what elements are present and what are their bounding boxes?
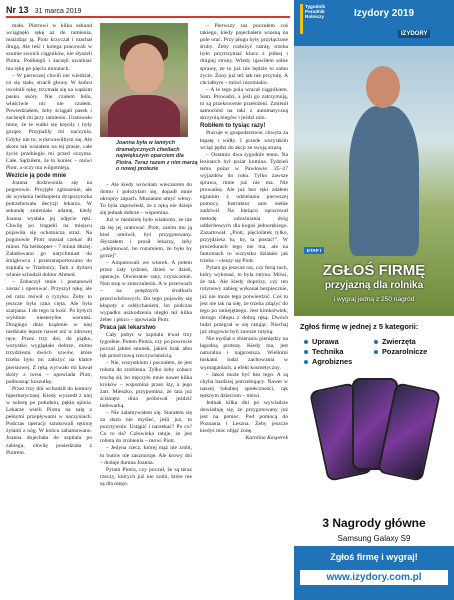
izydory-brand-badge: IZYDORY — [398, 30, 430, 38]
article-paragraph: – Ostatnio dwa tygodnie temu. Na łezioarch był pożar komina. Tydzień temu pożar w Pawłowie. 25–27 wyjazdów do roku. Tylko zawsze sprawa, mnie już nie ma. Nie prowadzę. Ale już bez ręki zdałem egzamin z udzielania pierwszej pomocy. Instruktor sam siebie zadziwił. Na bieżąco opracował metodę udrożniania dróg oddechowych dla kogoś jednorękiego. Zazartował: „Piotr, pięciolatek tylko, przyjdziesz tu, by, ta postać!”. W procedurach tego nie ma, ale na fantomach to wszystko działało jak trzeba – cieszy się Piotr. — [200, 151, 288, 265]
article-paragraph: – Nie zalamywałem się. Starałem się za dużo nie myśleć, jeśli już, to pozytywnie. Ustąpić i narzekać? Po co? Co to da? Człowieka ratuje, że jest robota do zrobienia – mówi Piotr. — [100, 410, 192, 445]
article-paragraph: Przez trzy dni wchodził do komory hiperbarycznej. Kiedy wyszedł z niej w sobotę po południu, pękła opinia. Lekarze wielli Piotra na salę z pełnymi przepływami w naczyniach. Podczas operacji sztukowali tętnicę żyłami z nóg. W końcu zahamowano. Joanna dojechała do szpitala po zabiegu, chwilę posiedziała z Piotrem. — [6, 385, 92, 456]
article-paragraph: – W pierwszej chwili nie wiedział, co się stało, stracił głowę. W końcu uwolnili rękę, trzymała się na wąskim pasku skóry. Nie czułem bólu, właściwie nic nie czułem. Powiedziałem, żeby ściągali pasek i zacisnęli mi przy ramieniu. Uratowało mnie, że te wałki się kręciły i były gorące. Przypalily mi naczynia. Gdyby nie to, wykrwawiłbym się. Ale skoro tak wisiałem na tej prasie, całe życie przebiegło mi przed oczyma. Całe. Sądziłem, że to koniec – mówi Piotr, a oczy ma wilgotnieją. — [6, 72, 92, 171]
article-subheading: Robiłem to tysiąc razy! — [200, 123, 266, 130]
izydory-advertisement[interactable] — [294, 0, 454, 600]
article-paragraph: – Zobaczył mnie i postanowił zostać i operować. Przyszył rękę, ale od razu mówił o ryzyku. Żeby to jeszcze była rana cięta. Ale była szarpana. I do tego ta kość. Po byłych wybitnie niesterylne warunki. Drugiego dnia krążenie w niej niedziało lepsze nawet niż w zdrowej ręce. Przez trzy dni, do piątku, wszystko wyglądało dobrze, mimo trzydziestu dwóch szwów, które trzeba było mi założyć na klatce piersiowej. Z ręką wyrwało mi kawał skóry z torsu – opowiada Piotr, podnosząc koszulkę. — [6, 279, 92, 385]
article-paragraph: Nie myślał o zbieraniu pieniędzy na łagodną protezę. Kiedy ma, jest naturalna i najprostsza. Wielkimi łuskami ludzi zachowania w wymaganiach, a efekt kosmetyczny. — [200, 336, 288, 371]
category-item — [374, 347, 444, 356]
article-paragraph: Jednak kilka dni po wywiadzie dowiaduję się, że przygotowany już jest na pomoc. Pod pomocą do Poznania i Leszna. Żeby jeszcze kiedyś móc objąć żonę. — [200, 399, 288, 435]
category-label: Uprawa — [312, 337, 339, 346]
prize-item: Samsung Galaxy S9 — [337, 534, 411, 543]
article-paragraph: Pytam Piotra, czy poczuł, że są teraz rzeczy, których już nie zrobi, które nie są dla niego. — [100, 466, 192, 487]
article-paragraph: Już w niedzielę było wiadomo, że nie da się jej uratować. Piotr, zanim mu ją ktoś omówił, był przygotowany. Słyszałem i prosił lekarzy, żeby „odejmować, bo rozumiem, że było by gorzej”. — [100, 217, 192, 259]
article-paragraph: Pracuje w gospodarstwie, chwyta za łopatę i widły. I przede wszystkim wciąż pędzi do akcji ze swoją strażą. — [200, 130, 288, 151]
portrait-photo — [100, 23, 188, 137]
categories-list — [304, 337, 449, 366]
ad-headline: ZGŁOŚ FIRMĘ — [322, 262, 426, 279]
bullet-icon — [374, 340, 378, 344]
bullet-icon — [374, 350, 378, 354]
article-paragraph: – Nie, wszystkiem i poczułem, że jest robota do zrobienia. Tylko żeby zobacz trochę sił, bo męczyło mnie nawet kilka kroków – wspomina przez łzy, a jego żart. Mieszko, przypomina, że tata już ściśnięto dnia próbował jeździć ładowarką. — [100, 360, 192, 409]
article-column-3 — [200, 23, 288, 598]
category-label: Pozarolnicze — [382, 347, 428, 356]
prize-phones-image — [308, 378, 440, 498]
call-to-action: Zgłoś firmę i wygraj! — [330, 552, 418, 562]
bullet-icon — [304, 360, 308, 364]
bullet-icon — [304, 340, 308, 344]
category-label: Technika — [312, 347, 344, 356]
header-divider — [6, 16, 290, 18]
ad-win-line: i wygraj jedną z 250 nagród — [333, 296, 415, 303]
issue-date: 31 marca 2019 — [34, 8, 82, 15]
ad-subheadline: przyjazną dla rolnika — [324, 280, 424, 291]
category-label: Agrobiznes — [312, 357, 353, 366]
article-paragraph: – Ale kiedy wróciłam wieczorem do domu i położyłam się, dopadł mnie okropny zapach. Musiałam umyć włosy. To była zapowiedź, że z ręką nie dzieje się jednak dobrze – wspomina. — [100, 182, 192, 217]
article-paragraph: – Amputowali we wtorek. A potem przez cały tydzień, dzień w dzień, operacje. Otwieranie rany, czyszczenie. Non stop w znieczuleniu. A w przerwach – na potężnych środkach przeciwbólowych. Do tego pojawiły się kłopoty z oddychaniem, bo podczas wypadku uszkodzenia uległo też kilka żeber i płuco – opowiada Piotr. — [100, 260, 192, 323]
article-paragraph: – Jedyna rzecz, której mąż nie zrobi, to butów nie zasznuruje. Ale krowy doi – dodaje dumna Joanna. — [100, 445, 192, 466]
category-label: Zwierzęta — [382, 337, 416, 346]
photo-body — [108, 95, 180, 137]
article-column-2 — [100, 182, 192, 598]
article-subheading: Praca jak lekarstwo — [100, 324, 156, 331]
author-signature: Karolina Kasperek — [245, 435, 288, 442]
categories-title: Zgłoś firmę w jednej z 5 kategorii: — [300, 322, 419, 331]
article-column-1 — [6, 23, 92, 598]
ad-title: Izydory 2019 — [354, 8, 415, 19]
magazine-logo: Tygodnik Poradnik Rolniczy — [300, 4, 334, 34]
article-paragraph: – A le tego pola wracał ciągnikiem. Sam. Prowadzi, a jeśli go zatrzymują, to są przekrocenie przełożeni. Zmienił samochód na taki z automatyczną skrzynią biegów i jeździ nim. — [200, 86, 288, 122]
category-item — [374, 337, 444, 346]
article-subheading: Wezicie ją pode mnie — [6, 172, 67, 179]
page-header — [0, 0, 290, 18]
bullet-icon — [304, 350, 308, 354]
article-paragraph: – Pierwszy raz poczułem coś takiego, kiedy pojechałem wiosną na pole orać. Przy pługu były przyłączone śruby. Żeby rozłożyć ramię, trzeba było przytrzymać klucz z jednej i drugiej strony. Wtedy ujawiłem sobie sprawę, że to już nie będzie to samo życie. Żony już też tak nie przytulę. A chciałbym – mówi niezmiałio. — [200, 23, 288, 86]
photo-face — [124, 43, 164, 93]
stage-badge: ETAP I — [304, 247, 324, 254]
article-paragraph: Cały pobyt w szpitalu trwał trzy tygodnie. Potem Piotra, czy po powrocie poczuł jakieś smutek, jakieś brak albo lęk przed nową rzeczywistością. — [100, 331, 192, 360]
article-paragraph: mało. Piotrowi w kilka sekund wciągnęło rękę aż do ramienia, miażdżąc ją. Piotr krzyczał i machał drugą. Ale teść i kolega pracowali w szumie swoich ciągników, nie słyszeli Piotra. Podbiegli i zaczęli uwalniać mu rękę po pięciu minutach. — [6, 23, 92, 72]
ad-photo-farmer-face — [366, 66, 400, 108]
photo-caption: Joanna była w tamtych dramatycznych chwilach największym oparciem dla Piotra. Teraz razem z nim marzą o nowej protezie — [116, 140, 198, 173]
article-paragraph: Pytam go jeszcze raz, czy ferią ruch, który wykonać, to była rutyna. Mówi, że tak. Ale kiedy doprózy, czy ten rutynowy zabieg wykonał bezpiecznie, już nie może tego potwierdzić. Coś tu jest nie tak na siłę, że trzeba zdążyć do tego po umiejętnego. Jest kimkolwiek, dorogo chłopu z dobrą ręką. Dwóch ludzi przegrał w się ratując. Niechaj już złogowie byli zawsze rutyną. — [200, 265, 288, 336]
issue-number: Nr 13 — [6, 5, 29, 15]
ad-photo-farmer — [349, 106, 419, 256]
article-paragraph: Joanna dodzwoniła się na pogotowie. Przyjęło zgłoszenie, ale do wysłania helikoptera dyspozytorka potrzebowała decyzji lekarza. W sekundę zmieniała adamę, kiedy Joanna wysłała jej zdjęcie ręki. Chwilę po tragedii na miejscu pojawiła się ochotnicza straż. Na pogotowie Piotr musiał czekać 40 minut. Na helikopter – 7 minut dłużej. Załadowano go natychmiast do śmigłowca i przetransportowano do szpitala w Trzebnicy. Tam z dyżuru wlanie schodził doktor Ahmed. — [6, 180, 92, 279]
main-prizes-title: 3 Nagrody główne — [322, 516, 426, 530]
category-item — [304, 337, 374, 346]
article-paragraph: – Jakoś może być bez tego. A są chyba bardziej potrzebujący. Nawet w naszej lokalnej społeczności, rąk tęsknym dzieciom – mówi. — [200, 371, 288, 399]
category-item — [304, 347, 374, 356]
ad-url-link[interactable]: www.izydory.com.pl — [300, 570, 448, 585]
category-item — [304, 357, 374, 366]
